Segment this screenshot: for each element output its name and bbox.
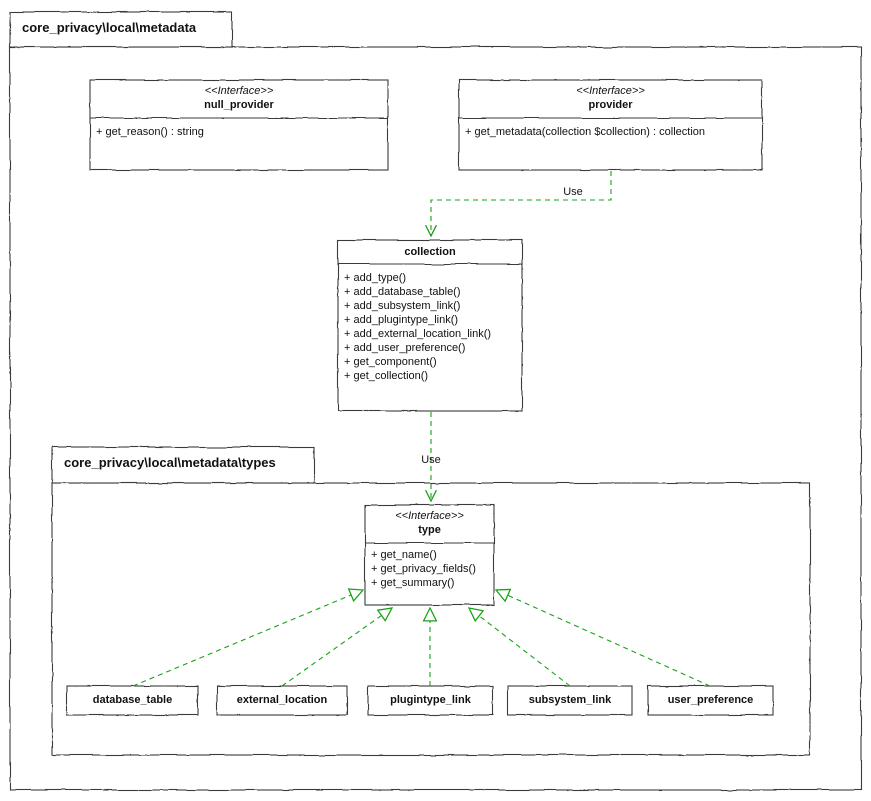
provider-title: provider (588, 99, 633, 111)
null-provider-stereotype: <<Interface>> (204, 85, 274, 97)
method: + get_reason() : string (96, 126, 204, 138)
database-table-title: database_table (92, 694, 173, 706)
type-stereotype: <<Interface>> (395, 510, 464, 522)
type-methods (371, 548, 476, 590)
method: + get_privacy_fields() (371, 563, 476, 575)
null-provider-title: null_provider (204, 99, 274, 111)
method: + get_name() (371, 549, 437, 561)
external-location-title: external_location (236, 694, 328, 706)
collection-methods (344, 271, 491, 383)
subsystem-link-title: subsystem_link (528, 694, 612, 706)
use-label-provider-collection: Use (563, 186, 583, 198)
collection-title: collection (404, 246, 456, 258)
outer-package-label: core_privacy\local\metadata (22, 20, 197, 35)
method: + get_metadata(collection $collection) : collection (465, 126, 705, 138)
null-provider-methods (96, 125, 204, 139)
provider-methods (465, 125, 705, 139)
user-preference-title: user_preference (667, 694, 754, 706)
method: + get_component() (344, 356, 437, 368)
method: + get_collection() (344, 370, 429, 382)
plugintype-link-title: plugintype_link (390, 694, 471, 706)
method: + add_user_preference() (344, 342, 466, 354)
method: + get_summary() (371, 577, 455, 589)
method: + add_type() (344, 272, 407, 284)
method: + add_plugintype_link() (344, 314, 459, 326)
types-package-label: core_privacy\local\metadata\types (64, 455, 276, 470)
provider-stereotype: <<Interface>> (576, 85, 645, 97)
method: + add_subsystem_link() (344, 300, 461, 312)
use-label-collection-type: Use (421, 454, 441, 466)
type-title: type (418, 524, 441, 536)
method: + add_database_table() (344, 286, 461, 298)
method: + add_external_location_link() (344, 328, 492, 340)
